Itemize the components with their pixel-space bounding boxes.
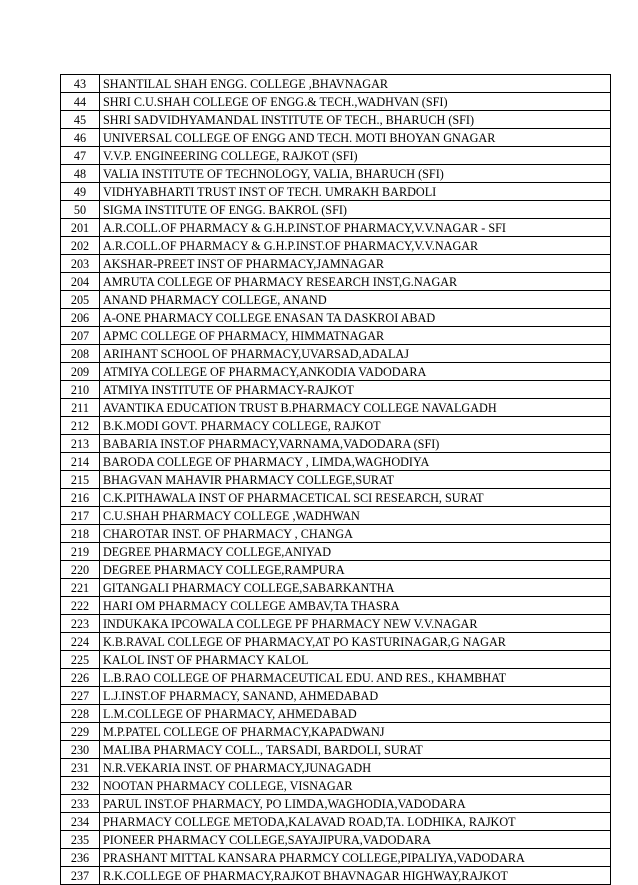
row-number: 231: [61, 759, 100, 777]
table-row: [61, 363, 611, 381]
college-name: PRASHANT MITTAL KANSARA PHARMCY COLLEGE,PIPALIYA,VADODARA: [100, 849, 611, 867]
college-name: PHARMACY COLLEGE METODA,KALAVAD ROAD,TA. LODHIKA, RAJKOT: [100, 813, 611, 831]
row-number: 218: [61, 525, 100, 543]
table-row: [61, 723, 611, 741]
table-row: [61, 543, 611, 561]
college-name: KALOL INST OF PHARMACY KALOL: [100, 651, 611, 669]
table-row: [61, 705, 611, 723]
college-name: ANAND PHARMACY COLLEGE, ANAND: [100, 291, 611, 309]
table-row: [61, 381, 611, 399]
row-number: 209: [61, 363, 100, 381]
college-name: INDUKAKA IPCOWALA COLLEGE PF PHARMACY NEW V.V.NAGAR: [100, 615, 611, 633]
table-row: [61, 327, 611, 345]
college-list-table: [60, 74, 611, 885]
row-number: 216: [61, 489, 100, 507]
row-number: 229: [61, 723, 100, 741]
row-number: 48: [61, 165, 100, 183]
college-name: DEGREE PHARMACY COLLEGE,ANIYAD: [100, 543, 611, 561]
table-row: [61, 849, 611, 867]
college-name: SHANTILAL SHAH ENGG. COLLEGE ,BHAVNAGAR: [100, 75, 611, 93]
table-row: [61, 759, 611, 777]
college-name: ATMIYA COLLEGE OF PHARMACY,ANKODIA VADODARA: [100, 363, 611, 381]
table-row: [61, 111, 611, 129]
table-row: [61, 309, 611, 327]
table-row: [61, 147, 611, 165]
college-name: C.K.PITHAWALA INST OF PHARMACETICAL SCI RESEARCH, SURAT: [100, 489, 611, 507]
row-number: 204: [61, 273, 100, 291]
college-name: C.U.SHAH PHARMACY COLLEGE ,WADHWAN: [100, 507, 611, 525]
row-number: 232: [61, 777, 100, 795]
row-number: 221: [61, 579, 100, 597]
table-row: [61, 291, 611, 309]
row-number: 206: [61, 309, 100, 327]
table-row: [61, 237, 611, 255]
college-name: ATMIYA INSTITUTE OF PHARMACY-RAJKOT: [100, 381, 611, 399]
row-number: 235: [61, 831, 100, 849]
college-name: PIONEER PHARMACY COLLEGE,SAYAJIPURA,VADODARA: [100, 831, 611, 849]
row-number: 222: [61, 597, 100, 615]
college-name: L.B.RAO COLLEGE OF PHARMACEUTICAL EDU. AND RES., KHAMBHAT: [100, 669, 611, 687]
college-name: CHAROTAR INST. OF PHARMACY , CHANGA: [100, 525, 611, 543]
college-name: K.B.RAVAL COLLEGE OF PHARMACY,AT PO KASTURINAGAR,G NAGAR: [100, 633, 611, 651]
row-number: 208: [61, 345, 100, 363]
college-name: M.P.PATEL COLLEGE OF PHARMACY,KAPADWANJ: [100, 723, 611, 741]
college-name: SHRI SADVIDHYAMANDAL INSTITUTE OF TECH., BHARUCH (SFI): [100, 111, 611, 129]
table-row: [61, 489, 611, 507]
college-name: N.R.VEKARIA INST. OF PHARMACY,JUNAGADH: [100, 759, 611, 777]
college-name: BABARIA INST.OF PHARMACY,VARNAMA,VADODARA (SFI): [100, 435, 611, 453]
college-name: VIDHYABHARTI TRUST INST OF TECH. UMRAKH BARDOLI: [100, 183, 611, 201]
table-row: [61, 615, 611, 633]
row-number: 201: [61, 219, 100, 237]
table-row: [61, 165, 611, 183]
table-row: [61, 345, 611, 363]
college-name: SHRI C.U.SHAH COLLEGE OF ENGG.& TECH.,WADHVAN (SFI): [100, 93, 611, 111]
college-name: ARIHANT SCHOOL OF PHARMACY,UVARSAD,ADALAJ: [100, 345, 611, 363]
college-name: DEGREE PHARMACY COLLEGE,RAMPURA: [100, 561, 611, 579]
table-row: [61, 579, 611, 597]
college-list-body: [61, 75, 611, 885]
row-number: 213: [61, 435, 100, 453]
college-name: V.V.P. ENGINEERING COLLEGE, RAJKOT (SFI): [100, 147, 611, 165]
table-row: [61, 777, 611, 795]
college-name: SIGMA INSTITUTE OF ENGG. BAKROL (SFI): [100, 201, 611, 219]
row-number: 215: [61, 471, 100, 489]
table-row: [61, 417, 611, 435]
table-row: [61, 183, 611, 201]
row-number: 214: [61, 453, 100, 471]
table-row: [61, 201, 611, 219]
college-name: AKSHAR-PREET INST OF PHARMACY,JAMNAGAR: [100, 255, 611, 273]
table-row: [61, 507, 611, 525]
college-name: BARODA COLLEGE OF PHARMACY , LIMDA,WAGHODIYA: [100, 453, 611, 471]
row-number: 233: [61, 795, 100, 813]
table-row: [61, 273, 611, 291]
college-name: A.R.COLL.OF PHARMACY & G.H.P.INST.OF PHARMACY,V.V.NAGAR - SFI: [100, 219, 611, 237]
row-number: 230: [61, 741, 100, 759]
table-row: [61, 93, 611, 111]
table-row: [61, 75, 611, 93]
college-name: APMC COLLEGE OF PHARMACY, HIMMATNAGAR: [100, 327, 611, 345]
row-number: 228: [61, 705, 100, 723]
row-number: 219: [61, 543, 100, 561]
table-row: [61, 633, 611, 651]
college-name: MALIBA PHARMACY COLL., TARSADI, BARDOLI, SURAT: [100, 741, 611, 759]
table-row: [61, 795, 611, 813]
college-name: NOOTAN PHARMACY COLLEGE, VISNAGAR: [100, 777, 611, 795]
row-number: 202: [61, 237, 100, 255]
college-name: GITANGALI PHARMACY COLLEGE,SABARKANTHA: [100, 579, 611, 597]
table-row: [61, 669, 611, 687]
table-row: [61, 831, 611, 849]
row-number: 224: [61, 633, 100, 651]
table-row: [61, 687, 611, 705]
table-row: [61, 741, 611, 759]
table-row: [61, 129, 611, 147]
table-row: [61, 867, 611, 885]
table-row: [61, 471, 611, 489]
row-number: 207: [61, 327, 100, 345]
row-number: 46: [61, 129, 100, 147]
row-number: 203: [61, 255, 100, 273]
table-row: [61, 561, 611, 579]
row-number: 47: [61, 147, 100, 165]
college-name: A-ONE PHARMACY COLLEGE ENASAN TA DASKROI ABAD: [100, 309, 611, 327]
college-name: R.K.COLLEGE OF PHARMACY,RAJKOT BHAVNAGAR HIGHWAY,RAJKOT: [100, 867, 611, 885]
row-number: 227: [61, 687, 100, 705]
college-name: L.M.COLLEGE OF PHARMACY, AHMEDABAD: [100, 705, 611, 723]
row-number: 44: [61, 93, 100, 111]
row-number: 49: [61, 183, 100, 201]
row-number: 226: [61, 669, 100, 687]
table-row: [61, 813, 611, 831]
table-row: [61, 399, 611, 417]
college-name: HARI OM PHARMACY COLLEGE AMBAV,TA THASRA: [100, 597, 611, 615]
college-name: BHAGVAN MAHAVIR PHARMACY COLLEGE,SURAT: [100, 471, 611, 489]
college-name: B.K.MODI GOVT. PHARMACY COLLEGE, RAJKOT: [100, 417, 611, 435]
row-number: 234: [61, 813, 100, 831]
row-number: 217: [61, 507, 100, 525]
table-row: [61, 219, 611, 237]
table-row: [61, 651, 611, 669]
row-number: 212: [61, 417, 100, 435]
row-number: 205: [61, 291, 100, 309]
table-row: [61, 255, 611, 273]
college-name: UNIVERSAL COLLEGE OF ENGG AND TECH. MOTI BHOYAN GNAGAR: [100, 129, 611, 147]
row-number: 220: [61, 561, 100, 579]
college-name: VALIA INSTITUTE OF TECHNOLOGY, VALIA, BHARUCH (SFI): [100, 165, 611, 183]
row-number: 225: [61, 651, 100, 669]
table-row: [61, 435, 611, 453]
table-row: [61, 597, 611, 615]
college-name: A.R.COLL.OF PHARMACY & G.H.P.INST.OF PHARMACY,V.V.NAGAR: [100, 237, 611, 255]
row-number: 223: [61, 615, 100, 633]
college-name: AVANTIKA EDUCATION TRUST B.PHARMACY COLLEGE NAVALGADH: [100, 399, 611, 417]
table-row: [61, 525, 611, 543]
college-name: L.J.INST.OF PHARMACY, SANAND, AHMEDABAD: [100, 687, 611, 705]
row-number: 236: [61, 849, 100, 867]
row-number: 237: [61, 867, 100, 885]
row-number: 210: [61, 381, 100, 399]
row-number: 43: [61, 75, 100, 93]
college-name: AMRUTA COLLEGE OF PHARMACY RESEARCH INST,G.NAGAR: [100, 273, 611, 291]
table-row: [61, 453, 611, 471]
college-name: PARUL INST.OF PHARMACY, PO LIMDA,WAGHODIA,VADODARA: [100, 795, 611, 813]
row-number: 45: [61, 111, 100, 129]
row-number: 50: [61, 201, 100, 219]
row-number: 211: [61, 399, 100, 417]
